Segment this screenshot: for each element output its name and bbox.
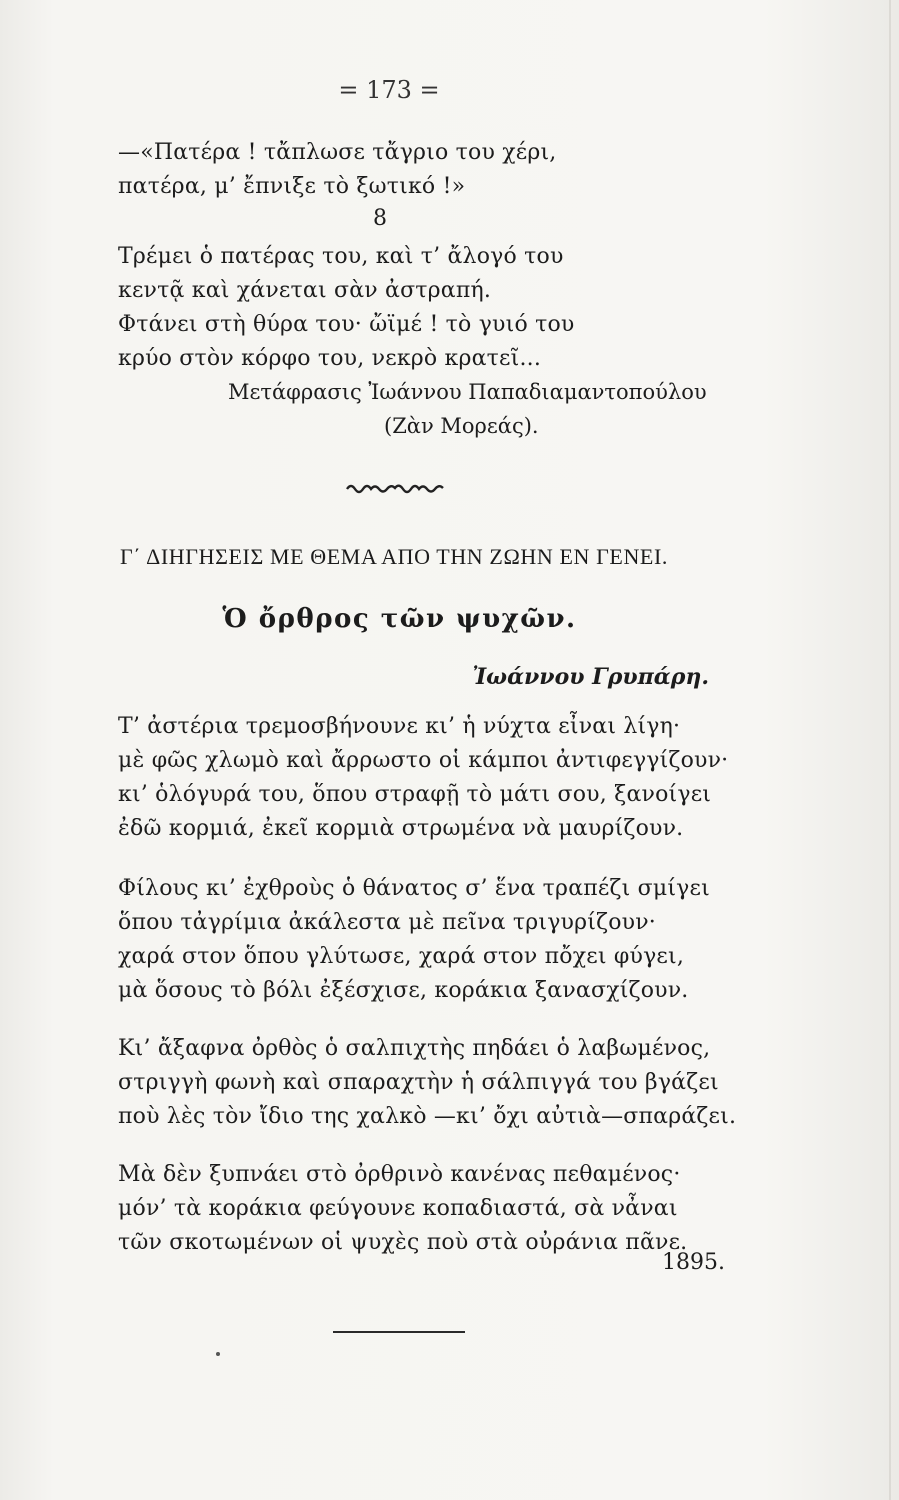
poem-date: 1895.	[662, 1250, 725, 1275]
translation-credit: Μετάφρασις Ἰωάννου Παπαδιαμαντοπούλου	[228, 380, 707, 404]
verse-line: —«Πατέρα ! τἄπλωσε τἄγριο του χέρι,	[118, 140, 557, 165]
verse-line: Τρέμει ὁ πατέρας του, καὶ τ’ ἄλογό του	[118, 244, 564, 269]
verse-line: ἐδῶ κορμιά, ἐκεῖ κορμιὰ στρωμένα νὰ μαυρίζουν.	[118, 816, 684, 841]
print-speck	[216, 1352, 220, 1356]
translator-pseudonym: (Ζὰν Μορεάς).	[384, 414, 539, 438]
verse-line: κρύο στὸν κόρφο του, νεκρὸ κρατεῖ...	[118, 346, 542, 371]
verse-line: κεντᾷ καὶ χάνεται σὰν ἀστραπή.	[118, 278, 492, 303]
verse-line: χαρά στον ὅπου γλύτωσε, χαρά στον πὄχει φύγει,	[118, 944, 685, 969]
verse-line: μόν’ τὰ κοράκια φεύγουνε κοπαδιαστά, σὰ νἆναι	[118, 1196, 678, 1221]
verse-line: μὲ φῶς χλωμὸ καὶ ἄρρωστο οἱ κάμποι ἀντιφεγγίζουν·	[118, 748, 729, 773]
verse-line: τῶν σκοτωμένων οἱ ψυχὲς ποὺ στὰ οὐράνια πᾶνε.	[118, 1230, 688, 1255]
poem-title: Ὁ ὄρθρος τῶν ψυχῶν.	[222, 604, 577, 634]
verse-line: ὅπου τἀγρίμια ἀκάλεστα μὲ πεῖνα τριγυρίζουν·	[118, 910, 656, 935]
poem-author: Ἰωάννου Γρυπάρη.	[472, 664, 709, 690]
verse-line: στριγγὴ φωνὴ καὶ σπαραχτὴν ἡ σάλπιγγά του βγάζει	[118, 1070, 719, 1095]
stanza-number: 8	[373, 206, 387, 231]
verse-line: πατέρα, μ’ ἔπνιξε τὸ ξωτικό !»	[118, 174, 466, 199]
verse-line: Κι’ ἄξαφνα ὀρθὸς ὁ σαλπιχτὴς πηδάει ὁ λαβωμένος,	[118, 1036, 711, 1061]
section-heading: Γ΄ ΔΙΗΓΗΣΕΙΣ ΜΕ ΘΕΜΑ ΑΠΟ ΤΗΝ ΖΩΗΝ ΕΝ ΓΕΝΕΙ.	[120, 544, 668, 569]
page-number: = 173 =	[338, 76, 440, 104]
ornament-divider	[345, 480, 445, 496]
verse-line: Φίλους κι’ ἐχθροὺς ὁ θάνατος σ’ ἕνα τραπέζι σμίγει	[118, 876, 710, 901]
end-rule	[333, 1331, 465, 1333]
verse-line: μὰ ὅσους τὸ βόλι ἐξέσχισε, κοράκια ξανασχίζουν.	[118, 978, 689, 1003]
verse-line: ποὺ λὲς τὸν ἴδιο της χαλκὸ —κι’ ὄχι αὐτιὰ—σπαράζει.	[118, 1104, 737, 1129]
verse-line: Φτάνει στὴ θύρα του· ὤϊμέ ! τὸ γυιό του	[118, 312, 575, 337]
page-edge-shadow	[889, 0, 891, 1500]
verse-line: κι’ ὁλόγυρά του, ὅπου στραφῇ τὸ μάτι σου, ξανοίγει	[118, 782, 712, 807]
verse-line: Τ’ ἀστέρια τρεμοσβήνουνε κι’ ἡ νύχτα εἶναι λίγη·	[118, 714, 681, 739]
verse-line: Μὰ δὲν ξυπνάει στὸ ὀρθρινὸ κανένας πεθαμένος·	[118, 1162, 681, 1187]
